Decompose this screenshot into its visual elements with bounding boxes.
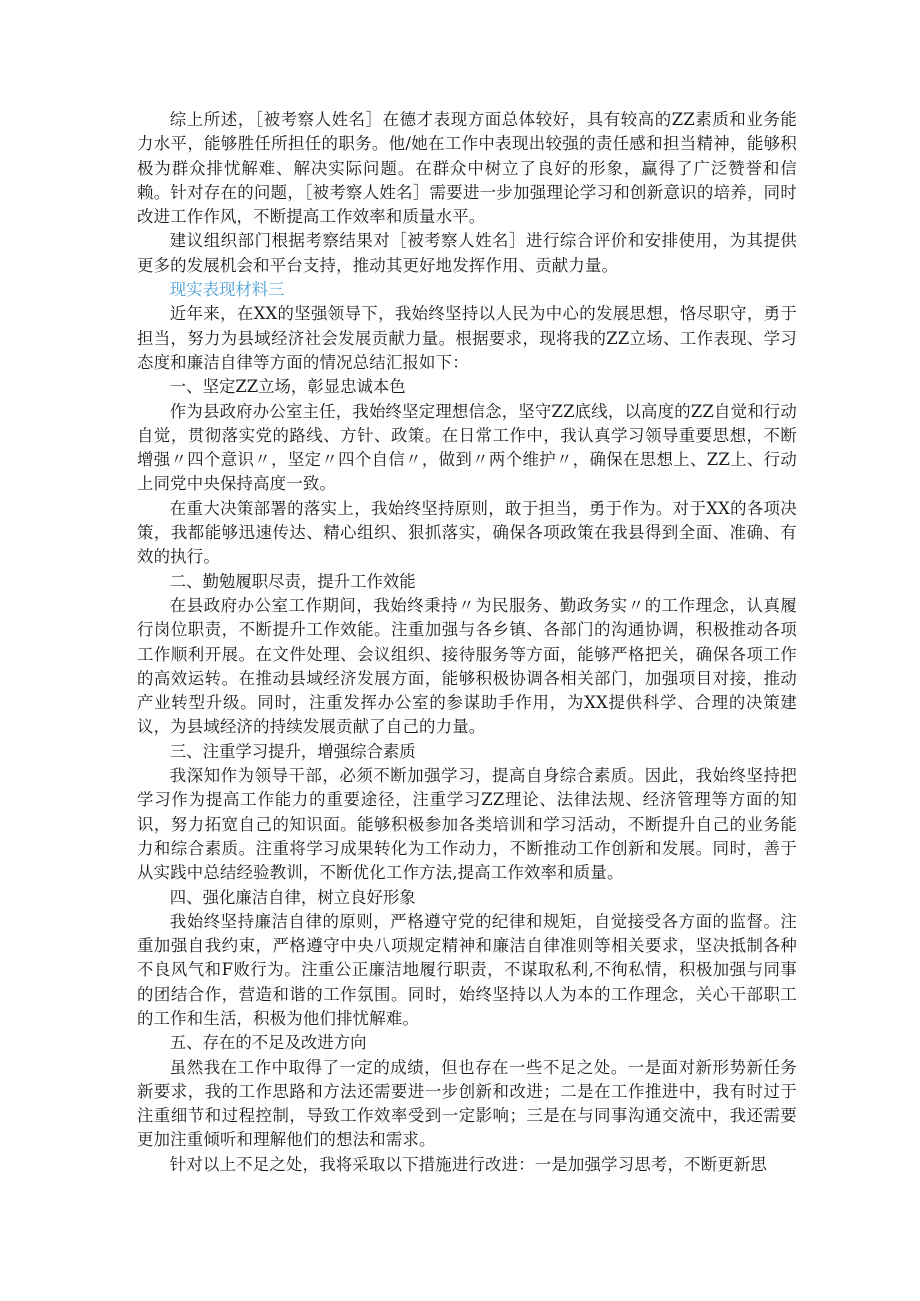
section-2-paragraph: 在县政府办公室工作期间，我始终秉持〃为民服务、勤政务实〃的工作理念，认真履行岗位职责，不断提升工作效能。注重加强与各乡镇、各部门的沟通协调，积极推动各项工作顺利开展。在文件处理、会议组织、接待服务等方面，能够严格把关，确保各项工作的高效运转。在推动县域经济发展方面，能够积极协调各相关部门，加强项目对接，推动产业转型升级。同时，注重发挥办公室的参谋助手作用，为XX提供科学、合理的决策建议，为县域经济的持续发展贡献了自己的力量。 — [137, 595, 797, 737]
summary-paragraph: 综上所述，［被考察人姓名］在德才表现方面总体较好，具有较高的ZZ素质和业务能力水平，能够胜任所担任的职务。他/她在工作中表现出较强的责任感和担当精神，能够积极为群众排忧解难、解决实际问题。在群众中树立了良好的形象，赢得了广泛赞誉和信赖。针对存在的问题，［被考察人姓名］需要进一步加强理论学习和创新意识的培养，同时改进工作作风，不断提高工作效率和质量水平。 — [137, 110, 797, 227]
material-three-title[interactable]: 现实表现材料三 — [169, 280, 285, 300]
intro-paragraph: 近年来，在XX的坚强领导下，我始终坚持以人民为中心的发展思想，恪尽职守，勇于担当，努力为县域经济社会发展贡献力量。根据要求，现将我的ZZ立场、工作表现、学习态度和廉洁自律等方面的情况总结汇报如下： — [137, 304, 797, 372]
section-heading-5: 五、存在的不足及改进方向 — [169, 1033, 367, 1053]
section-heading-1: 一、坚定ZZ立场，彰显忠诚本色 — [169, 377, 406, 397]
section-1-paragraph-1: 作为县政府办公室主任，我始终坚定理想信念，坚守ZZ底线，以高度的ZZ自觉和行动自觉，贯彻落实党的路线、方针、政策。在日常工作中，我认真学习领导重要思想，不断增强〃四个意识〃，坚定〃四个自信〃，做到〃两个维护〃，确保在思想上、ZZ上、行动上同党中央保持高度一致。 — [137, 401, 797, 494]
section-heading-2: 二、勤勉履职尽责，提升工作效能 — [169, 571, 416, 591]
section-1-paragraph-2: 在重大决策部署的落实上，我始终坚持原则，敢于担当，勇于作为。对于XX的各项决策，我都能够迅速传达、精心组织、狠抓落实，确保各项政策在我县得到全面、准确、有效的执行。 — [137, 498, 797, 567]
section-heading-4: 四、强化廉洁自律，树立良好形象 — [169, 887, 416, 907]
section-heading-3: 三、注重学习提升，增强综合素质 — [169, 741, 416, 761]
section-5-paragraph-2: 针对以上不足之处，我将采取以下措施进行改进：一是加强学习思考，不断更新思 — [169, 1154, 768, 1174]
recommendation-paragraph: 建议组织部门根据考察结果对［被考察人姓名］进行综合评价和安排使用，为其提供更多的发展机会和平台支持，推动其更好地发挥作用、贡献力量。 — [137, 231, 797, 275]
section-5-paragraph-1: 虽然我在工作中取得了一定的成绩，但也存在一些不足之处。一是面对新形势新任务新要求，我的工作思路和方法还需要进一步创新和改进；二是在工作推进中，我有时过于注重细节和过程控制，导致工作效率受到一定影响；三是在与同事沟通交流中，我还需要更加注重倾听和理解他们的想法和需求。 — [137, 1057, 797, 1150]
document-body — [137, 108, 797, 1177]
section-3-paragraph: 我深知作为领导干部，必须不断加强学习，提高自身综合素质。因此，我始终坚持把学习作为提高工作能力的重要途径，注重学习ZZ理论、法律法规、经济管理等方面的知识，努力拓宽自己的知识面。能够积极参加各类培训和学习活动，不断提升自己的业务能力和综合素质。注重将学习成果转化为工作动力，不断推动工作创新和发展。同时，善于从实践中总结经验教训，不断优化工作方法,提高工作效率和质量。 — [137, 766, 797, 883]
section-4-paragraph: 我始终坚持廉洁自律的原则，严格遵守党的纪律和规矩，自觉接受各方面的监督。注重加强自我约束，严格遵守中央八项规定精神和廉洁自律准则等相关要求，坚决抵制各种不良风气和F败行为。注重公正廉洁地履行职责，不谋取私利,不徇私情，积极加强与同事的团结合作，营造和谐的工作氛围。同时，始终坚持以人为本的工作理念，关心干部职工的工作和生活，积极为他们排忧解难。 — [137, 911, 797, 1028]
